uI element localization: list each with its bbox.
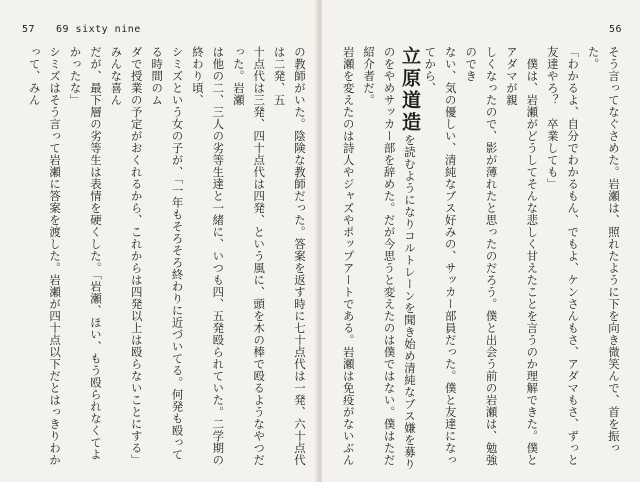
left-page-line: だが、最下層の劣等生は表情を硬くした。「岩瀬、ほい、もう殴られなくてよかったな」 bbox=[68, 46, 103, 461]
page-number-left: 57 bbox=[22, 24, 36, 35]
left-page-line: は他の二、三人の劣等生達と一緒に、いつも四、五発殴られていた。二学期の終わり頃、 bbox=[190, 46, 226, 466]
right-page bbox=[322, 0, 640, 482]
left-page-line: ダで授業の予定がおくれるから、これからは四発以上は殴らないことにする」みんな喜ん bbox=[109, 46, 144, 466]
right-page-line: のをやめサッカー部を辞めた。だが今思うと変えたのは僕ではない。僕はただ紹介者だ。 bbox=[362, 46, 397, 466]
running-title: 69 sixty nine bbox=[56, 24, 141, 35]
left-page bbox=[0, 0, 318, 482]
right-page-line: しくなったので、影が薄れたと思ったのだろう。僕と出会う前の岩瀬は、勉強のでき bbox=[464, 46, 499, 466]
left-page-line bbox=[22, 46, 24, 472]
right-page-line: ない、気の優しい、清純なブス好みの、サッカー部員だった。僕と友達になってから、 bbox=[423, 46, 458, 466]
text-segment: を読むようになりコルトレーンを聞き始め清純なブス嫌を募り bbox=[402, 134, 417, 470]
left-page-line: シミズはそう言って岩瀬に答案を渡した。岩瀬が四十点以下だとはっきりわかって、みん bbox=[27, 46, 63, 466]
left-page-line: の教師がいた。陰険な教師だった。答案を返す時に七十点代は一発、六十点代は二発、五 bbox=[272, 46, 307, 466]
right-page-line: 「わかるよ、自分でわかるもん、でもよ、ケンさんもさ、アダマもさ、ずっと友達やろ？ 卒業しても」 bbox=[545, 46, 581, 466]
page-number-right: 56 bbox=[608, 24, 622, 35]
right-page-text bbox=[336, 46, 624, 472]
right-page-line: 僕は、岩瀬がどうしてそんな悲しく甘えたことを言うのか理解できた。僕とアダマが親 bbox=[504, 46, 540, 466]
right-page-line: そう言ってなぐさめた。岩瀬は、照れたように下を向き微笑んで、首を振った。 bbox=[586, 46, 621, 454]
emphasized-name: 立原道造 bbox=[398, 46, 421, 134]
left-page-line: 十点代は三発、四十点代は四発、という風に、頭を木の棒で殴るようなやつだった。岩瀬 bbox=[231, 46, 267, 466]
left-page-text bbox=[22, 46, 310, 472]
right-page-line: 岩瀬を変えたのは詩人やジャズやポップアートである。岩瀬は免疫がないぶん bbox=[341, 46, 356, 466]
left-page-line: シミズという女の子が、「一年もそろそろ終わりに近づいてる。何発も殴ってる時間のム bbox=[150, 46, 185, 461]
right-page-line bbox=[400, 46, 420, 472]
